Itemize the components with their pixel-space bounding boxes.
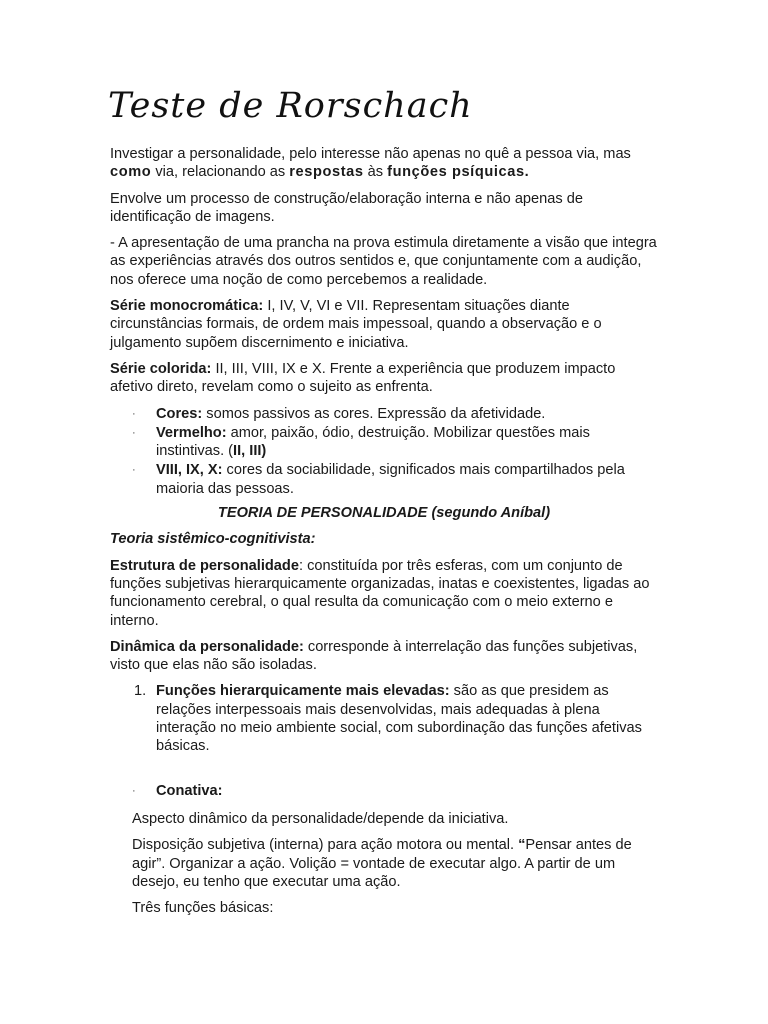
bullet-label: Cores:	[156, 405, 203, 422]
structure-paragraph	[110, 557, 658, 630]
intro-bold-respostas: respostas	[289, 164, 364, 181]
bullet-dot-icon: ·	[132, 426, 136, 439]
bullet-bold-tail: II, III)	[233, 443, 267, 460]
dynamic-aspect-paragraph: Aspecto dinâmico da personalidade/depende da iniciativa.	[132, 810, 509, 827]
list-item	[110, 405, 658, 423]
bullet-dot-icon: ·	[132, 784, 136, 797]
structure-label: Estrutura de personalidade	[110, 557, 299, 574]
structure-text: : constituída por três esferas, com um conjunto de funções subjetivas hierarquicamente organizadas, inatas e coexistentes, ligadas ao funcionamento cerebral, o qual resulta da comunicação com o meio externo e interno.	[110, 557, 650, 629]
dynamics-text: corresponde à interrelação das funções subjetivas, visto que elas não são isoladas.	[110, 638, 638, 674]
intro-text-c: às	[363, 164, 388, 181]
list-item	[110, 782, 658, 800]
intro-paragraph	[110, 145, 658, 182]
disposition-quote: “	[518, 837, 526, 854]
disposition-paragraph	[110, 836, 658, 891]
disposition-text-b: Pensar antes de agir”. Organizar a ação. Volição = vontade de executar algo. A partir de um desejo, eu tenho que executar uma ação.	[132, 837, 632, 890]
numbered-label: Funções hierarquicamente mais elevadas:	[156, 683, 450, 700]
theory-heading: Teoria sistêmico-cognitivista:	[110, 531, 316, 548]
numbered-item	[110, 682, 658, 755]
bullet-text: amor, paixão, ódio, destruição. Mobilizar questões mais instintivas. (	[156, 424, 590, 460]
dynamics-label: Dinâmica da personalidade:	[110, 638, 304, 655]
intro-bold-funcoes: funções psíquicas.	[387, 164, 530, 181]
conativa-label: Conativa:	[156, 782, 223, 799]
section-title: TEORIA DE PERSONALIDADE (segundo Aníbal)	[217, 505, 551, 522]
intro-text-b: via, relacionando as	[151, 164, 290, 181]
document-body	[110, 145, 658, 925]
bullet-text: cores da sociabilidade, significados mais compartilhados pela maioria das pessoas.	[156, 462, 625, 497]
monochrome-label: Série monocromática:	[110, 298, 264, 315]
colored-text: II, III, VIII, IX e X. Frente a experiência que produzem impacto afetivo direto, revelam como o sujeito as enfrenta.	[110, 360, 616, 396]
basic-functions-paragraph: Três funções básicas:	[132, 900, 274, 917]
bullet-dot-icon: ·	[132, 407, 136, 420]
page-title: Teste de Rorschach	[108, 86, 473, 126]
construction-paragraph: Envolve um processo de construção/elaboração interna e não apenas de identificação de imagens.	[110, 190, 583, 225]
bullet-label: VIII, IX, X:	[156, 462, 223, 479]
item-number: 1.	[134, 683, 147, 700]
bullet-label: Vermelho:	[156, 424, 227, 441]
colored-paragraph	[110, 360, 658, 397]
dynamics-paragraph	[110, 638, 658, 675]
bullet-text: somos passivos as cores. Expressão da afetividade.	[202, 405, 546, 422]
intro-bold-como: como	[110, 164, 152, 181]
monochrome-paragraph	[110, 297, 658, 352]
conativa-list	[110, 782, 658, 800]
colored-label: Série colorida:	[110, 360, 212, 377]
prancha-paragraph: - A apresentação de uma prancha na prova estimula diretamente a visão que integra as experiências através dos outros sentidos e, que conjuntamente com a audição, nos oferece uma noção de como percebemos a realidade.	[110, 235, 657, 288]
bullet-dot-icon: ·	[132, 464, 136, 477]
numbered-text: são as que presidem as relações interpessoais mais desenvolvidas, mais adequadas à plena interação no meio ambiente social, com subordinação das funções afetivas básicas.	[156, 683, 642, 755]
disposition-text-a: Disposição subjetiva (interna) para ação motora ou mental.	[132, 837, 519, 854]
monochrome-text: I, IV, V, VI e VII. Representam situações diante circunstâncias formais, de ordem mais impessoal, quando a observação e o julgamento supõem discernimento e iniciativa.	[110, 298, 602, 351]
intro-text-a: Investigar a personalidade, pelo interesse não apenas no quê a pessoa via, mas	[110, 146, 631, 162]
list-item	[110, 461, 658, 498]
list-item	[110, 424, 658, 461]
color-bullet-list	[110, 405, 658, 498]
